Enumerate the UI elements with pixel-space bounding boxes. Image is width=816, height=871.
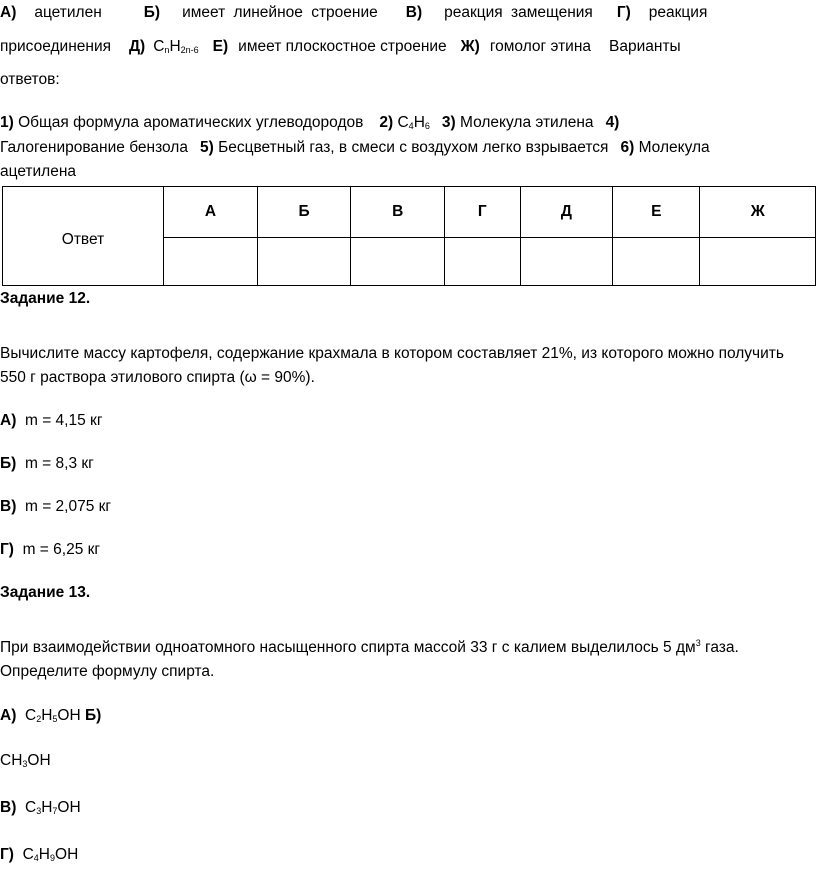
answer-text-3: Молекула этилена xyxy=(460,114,594,131)
answer-cell-g[interactable] xyxy=(445,238,520,286)
task13-answer-a: А) $C_2H_5OH$ Б) xyxy=(0,707,102,724)
option-key-a: А) xyxy=(0,4,17,21)
intro-line-3 xyxy=(0,70,60,90)
task13-answer-v: В) $C_3H_7OH$ xyxy=(0,799,81,816)
task13-answer-b: $CH_3OH$ xyxy=(0,752,51,769)
formula-cnh2n6: $C_nH_{2n-6}$ xyxy=(153,38,199,55)
answer-key-5: 5) xyxy=(199,139,214,156)
answer-key-6: 6) xyxy=(620,139,635,156)
task12-answer-g: Г) m = 6,25 кг xyxy=(0,541,101,558)
option-text-a: ацетилен xyxy=(34,4,102,21)
header-cell-zh: Ж xyxy=(700,187,816,238)
answer-text-5: Бесцветный газ, в смеси с воздухом легко взрывается xyxy=(218,139,609,156)
header-cell-b: Б xyxy=(257,187,350,238)
answer-cell-e[interactable] xyxy=(613,238,700,286)
option-key-e: Е) xyxy=(212,38,229,55)
option-text-g: реакция xyxy=(648,4,708,21)
answer-cell-v[interactable] xyxy=(351,238,445,286)
option-key-d: Д) xyxy=(129,38,146,55)
task13-answer-g: Г) $C_4H_9OH$ xyxy=(0,846,79,863)
option-text-v: реакция замещения xyxy=(444,4,593,21)
options-line-3 xyxy=(0,162,76,182)
answers-label: ответов: xyxy=(0,71,60,88)
option-text-g-cont: присоединения xyxy=(0,38,111,55)
option-text-e: имеет плоскостное строение xyxy=(238,38,447,55)
option-key-b: Б) xyxy=(143,4,161,21)
answer-text-6: Молекула xyxy=(638,139,710,156)
answer-key-4: 4) xyxy=(605,114,620,131)
answer-cell-b[interactable] xyxy=(257,238,350,286)
header-cell-g: Г xyxy=(445,187,520,238)
answer-table xyxy=(2,186,816,286)
variants-label: Варианты xyxy=(609,38,681,55)
formula-c4h6: $C_4H_6$ xyxy=(397,114,430,131)
intro-line-1 xyxy=(0,3,707,23)
options-line-2 xyxy=(0,138,710,158)
answer-cell-zh[interactable] xyxy=(700,238,816,286)
option-text-b: имеет линейное строение xyxy=(182,4,378,21)
task12-answer-v: В) m = 2,075 кг xyxy=(0,498,112,515)
answer-row-label: Ответ xyxy=(3,187,164,286)
option-key-g: Г) xyxy=(616,4,631,21)
task12-question-line-1: Вычислите массу картофеля, содержание крахмала в котором составляет 21%, из которого можно получить xyxy=(0,345,784,362)
option-key-zh: Ж) xyxy=(460,38,480,55)
answer-key-3: 3) xyxy=(441,114,456,131)
answer-text-4: Галогенирование бензола xyxy=(0,139,188,156)
task12-answer-b: Б) m = 8,3 кг xyxy=(0,455,94,472)
answer-cell-d[interactable] xyxy=(520,238,613,286)
header-cell-e: Е xyxy=(613,187,700,238)
answer-text-1: Общая формула ароматических углеводородов xyxy=(18,114,364,131)
intro-line-2 xyxy=(0,37,681,57)
answer-key-1: 1) xyxy=(0,114,14,131)
answer-text-6-cont: ацетилена xyxy=(0,163,77,180)
options-line-1 xyxy=(0,113,619,133)
header-cell-v: В xyxy=(351,187,445,238)
task12-title: Задание 12. xyxy=(0,290,91,307)
option-text-zh: гомолог этина xyxy=(489,38,592,55)
task13-title: Задание 13. xyxy=(0,584,91,601)
answer-cell-a[interactable] xyxy=(164,238,258,286)
answer-key-2: 2) xyxy=(379,114,394,131)
header-cell-d: Д xyxy=(520,187,613,238)
task13-question-line-1: При взаимодействии одноатомного насыщенного спирта массой 33 г с калием выделилось 5 $дм^3$ газа. xyxy=(0,638,739,656)
header-cell-a: А xyxy=(164,187,258,238)
answer-table-header-row xyxy=(3,187,816,238)
task13-question-line-2: Определите формулу спирта. xyxy=(0,663,215,680)
task12-answer-a: А) m = 4,15 кг xyxy=(0,412,103,429)
task12-question-line-2: 550 г раствора этилового спирта (ω = 90%). xyxy=(0,369,315,386)
option-key-v: В) xyxy=(405,4,423,21)
